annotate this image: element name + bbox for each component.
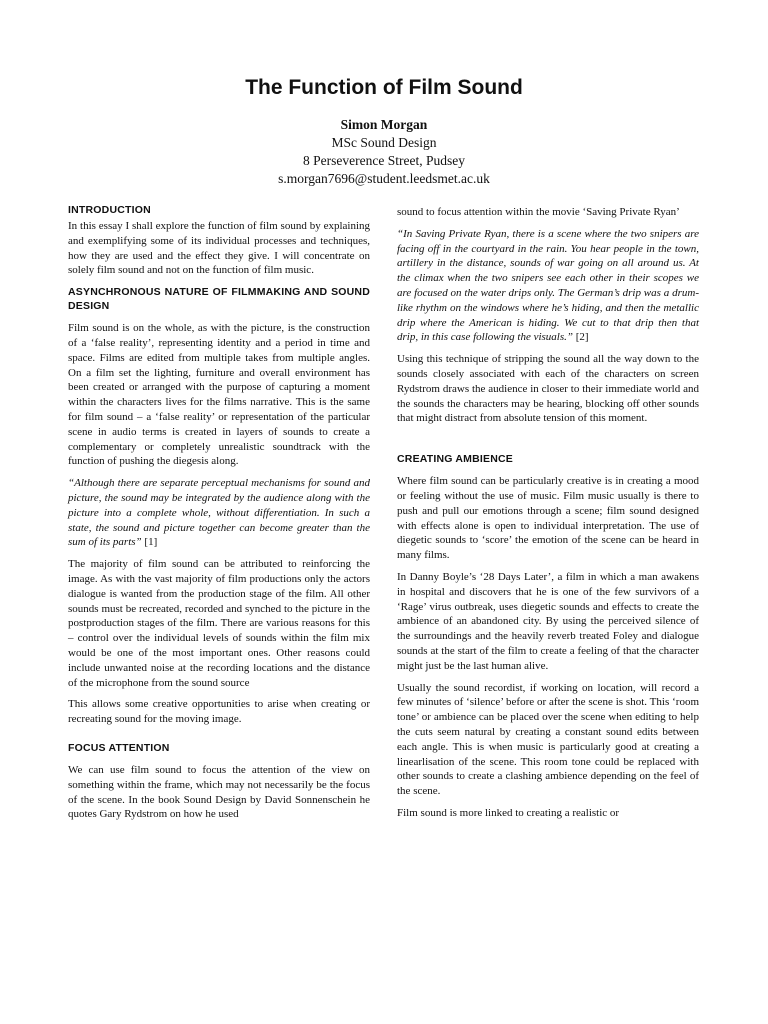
citation-ref: [1] <box>141 536 158 549</box>
body-paragraph: We can use film sound to focus the attention of the view on something within the frame, which may not necessarily be the focus of the scene. In the book Sound Design by David Sonnenschein he quotes Gary Rydstrom on how he used <box>68 763 370 821</box>
body-paragraph: In this essay I shall explore the function of film sound by explaining and exemplifying some of its individual processes and techniques, how they are used and the effect they give. I will concentrate on solely film sound and not on the function of film music. <box>68 220 370 277</box>
paper-title: The Function of Film Sound <box>245 76 523 99</box>
quote-text: “In Saving Private Ryan, there is a scene where the two snipers are facing off in the courtyard in the rain. You hear people in the town, artillery in the distance, sounds of war going on all around us. At the climax when the two snipers see each other in their scopes we are focused on the water drips only. The German’s drip was a drum-like rhythm on the windows where he’s hiding, and then the metallic drip where the American is hiding. We cut to that drip then that drip, in this case following the visuals.” <box>397 227 699 344</box>
section-heading-introduction: INTRODUCTION <box>68 204 151 216</box>
block-quote <box>397 227 699 345</box>
citation-ref: [2] <box>573 331 589 344</box>
body-paragraph: sound to focus attention within the movie ‘Saving Private Ryan’ <box>397 206 680 218</box>
left-column <box>68 203 370 829</box>
right-column <box>397 205 699 828</box>
body-paragraph: Usually the sound recordist, if working on location, will record a few minutes of ‘silence’ before or after the scene is shot. This ‘room tone’ or ambience can be placed over the scene when editing to help the cuts seem natural by creating a constant sound edits between each angle. This is when music is particularly good at creating a linearlisation of the scene. This room tone could be replaced with other sounds to create a clashing ambience depending on the feel of the scene. <box>397 681 699 798</box>
body-paragraph: Film sound is on the whole, as with the picture, is the construction of a ‘false reality’, representing identity and a period in time and space. Films are edited from multiple takes from multiple angles. On a film set the lighting, furniture and overall environment has been created or arranged with the purpose of capturing a moment within the characters lives for the films narrative. This is the same for film sound – a ‘false reality’ or representation of the particular scene in audio terms is created in layers of sounds to create a complementary or completely unrealistic soundtrack with the function of pushing the diegesis along. <box>68 322 370 468</box>
author-department: MSc Sound Design <box>331 135 437 150</box>
section-heading-asynchronous: ASYNCHRONOUS NATURE OF FILMMAKING AND SOUND DESIGN <box>68 286 370 313</box>
author-name: Simon Morgan <box>340 117 428 132</box>
body-paragraph: Using this technique of stripping the sound all the way down to the sounds closely associated with each of the characters on screen Rydstrom draws the audience in closer to their immediate world and the sounds the characters may be hearing, blocking off other sounds that might distract from absolute tension of this moment. <box>397 353 699 425</box>
body-paragraph: The majority of film sound can be attributed to reinforcing the image. As with the vast majority of film productions only the actors dialogue is wanted from the production stage of the film. All other sounds must be recreated, recorded and synched to the picture in the postproduction stages of the film. There are various reasons for this – control over the individual levels of sounds within the film mix would be one of the most important ones. Other reasons could include unwanted noise at the recording locations and the distance of the microphone from the sound source <box>68 558 370 689</box>
body-paragraph: Film sound is more linked to creating a realistic or <box>397 806 620 819</box>
section-heading-creating-ambience: CREATING AMBIENCE <box>397 453 513 466</box>
author-block <box>0 116 768 188</box>
quote-text: “Although there are separate perceptual mechanisms for sound and picture, the sound may be integrated by the audience along with the picture into a complete whole, without differentiation. In such a state, the sound and picture together can become greater than the sum of its parts” <box>68 477 370 549</box>
author-address: 8 Perseverence Street, Pudsey <box>303 153 465 168</box>
author-email: s.morgan7696@student.leedsmet.ac.uk <box>278 171 490 186</box>
body-paragraph: This allows some creative opportunities to arise when creating or recreating sound for the moving image. <box>68 698 370 726</box>
body-paragraph: In Danny Boyle’s ‘28 Days Later’, a film in which a man awakens in hospital and discovers that he is one of the few survivors of a ‘Rage’ virus outbreak, uses diegetic sounds and effects to create the ambience of an abandoned city. By using the perceived silence of the surroundings and the heavily reverb treated Foley and dialogue sounds at the start of the film to create a feeling of that the character might just be the last human alive. <box>397 570 699 672</box>
section-heading-focus-attention: FOCUS ATTENTION <box>68 741 170 754</box>
block-quote <box>68 476 370 550</box>
body-paragraph: Where film sound can be particularly creative is in creating a mood or feeling without the use of music. Film music usually is there to push and pull our emotions through a scene; film sound designed with effects alone is open to individual interpretation. The use of diegetic sounds to ‘score’ the emotion of the scene can be heard in many films. <box>397 475 699 562</box>
